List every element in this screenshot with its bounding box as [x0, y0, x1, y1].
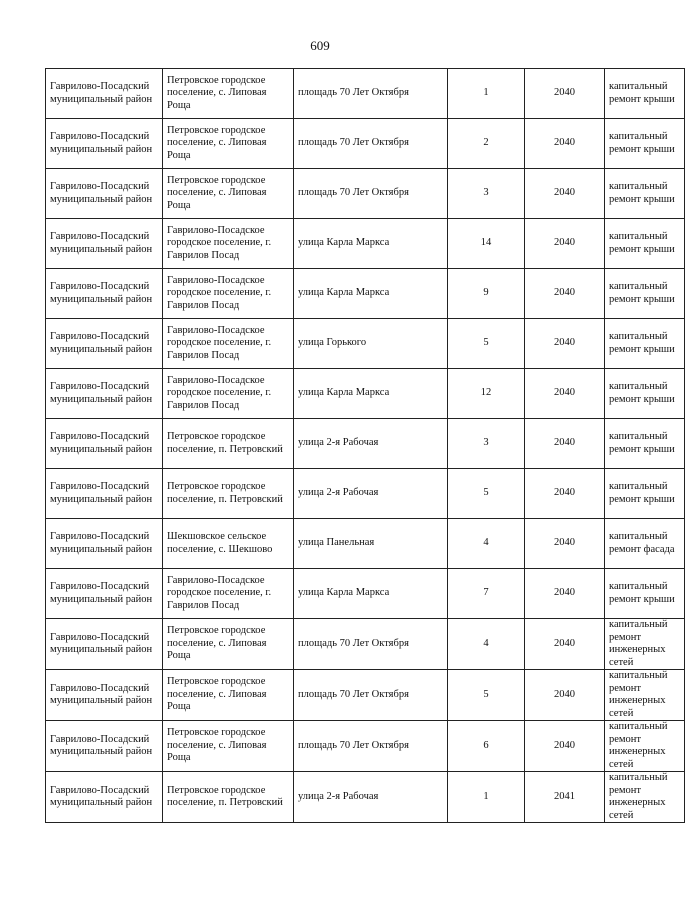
table-row	[46, 721, 685, 772]
settlement-cell: Гаврилово-Посадское городское поселение, г. Гаврилов Посад	[163, 369, 294, 419]
house-number-cell: 5	[448, 319, 525, 369]
house-number-cell: 9	[448, 269, 525, 319]
table-row	[46, 569, 685, 619]
house-number-cell: 2	[448, 119, 525, 169]
work-type-cell: капитальный ремонт инженерных сетей	[605, 721, 685, 772]
street-cell: улица Карла Маркса	[294, 269, 448, 319]
table-row	[46, 419, 685, 469]
work-type-cell: капитальный ремонт крыши	[605, 219, 685, 269]
district-cell: Гаврилово-Посадский муниципальный район	[46, 69, 163, 119]
year-cell: 2040	[525, 369, 605, 419]
work-type-cell: капитальный ремонт крыши	[605, 119, 685, 169]
year-cell: 2040	[525, 119, 605, 169]
year-cell: 2040	[525, 419, 605, 469]
house-number-cell: 7	[448, 569, 525, 619]
table-row	[46, 169, 685, 219]
settlement-cell: Петровское городское поселение, с. Липовая Роща	[163, 169, 294, 219]
table-row	[46, 119, 685, 169]
street-cell: улица 2-я Рабочая	[294, 419, 448, 469]
settlement-cell: Петровское городское поселение, с. Липовая Роща	[163, 69, 294, 119]
settlement-cell: Гаврилово-Посадское городское поселение, г. Гаврилов Посад	[163, 319, 294, 369]
work-type-cell: капитальный ремонт инженерных сетей	[605, 670, 685, 721]
work-type-cell: капитальный ремонт крыши	[605, 469, 685, 519]
repair-schedule-table	[45, 68, 685, 823]
work-type-cell: капитальный ремонт крыши	[605, 269, 685, 319]
house-number-cell: 5	[448, 670, 525, 721]
street-cell: улица Карла Маркса	[294, 219, 448, 269]
year-cell: 2040	[525, 519, 605, 569]
street-cell: площадь 70 Лет Октября	[294, 721, 448, 772]
settlement-cell: Петровское городское поселение, п. Петровский	[163, 469, 294, 519]
district-cell: Гаврилово-Посадский муниципальный район	[46, 469, 163, 519]
street-cell: площадь 70 Лет Октября	[294, 670, 448, 721]
house-number-cell: 5	[448, 469, 525, 519]
table-row	[46, 670, 685, 721]
year-cell: 2041	[525, 772, 605, 823]
year-cell: 2040	[525, 269, 605, 319]
district-cell: Гаврилово-Посадский муниципальный район	[46, 369, 163, 419]
work-type-cell: капитальный ремонт крыши	[605, 169, 685, 219]
district-cell: Гаврилово-Посадский муниципальный район	[46, 419, 163, 469]
year-cell: 2040	[525, 319, 605, 369]
street-cell: улица 2-я Рабочая	[294, 469, 448, 519]
street-cell: улица Горького	[294, 319, 448, 369]
work-type-cell: капитальный ремонт крыши	[605, 569, 685, 619]
settlement-cell: Гаврилово-Посадское городское поселение, г. Гаврилов Посад	[163, 569, 294, 619]
table-row	[46, 369, 685, 419]
year-cell: 2040	[525, 69, 605, 119]
street-cell: улица 2-я Рабочая	[294, 772, 448, 823]
work-type-cell: капитальный ремонт инженерных сетей	[605, 772, 685, 823]
street-cell: улица Панельная	[294, 519, 448, 569]
work-type-cell: капитальный ремонт инженерных сетей	[605, 619, 685, 670]
settlement-cell: Петровское городское поселение, с. Липовая Роща	[163, 619, 294, 670]
house-number-cell: 3	[448, 419, 525, 469]
district-cell: Гаврилово-Посадский муниципальный район	[46, 670, 163, 721]
district-cell: Гаврилово-Посадский муниципальный район	[46, 519, 163, 569]
house-number-cell: 1	[448, 772, 525, 823]
year-cell: 2040	[525, 721, 605, 772]
street-cell: площадь 70 Лет Октября	[294, 119, 448, 169]
house-number-cell: 3	[448, 169, 525, 219]
year-cell: 2040	[525, 670, 605, 721]
street-cell: площадь 70 Лет Октября	[294, 169, 448, 219]
year-cell: 2040	[525, 619, 605, 670]
settlement-cell: Петровское городское поселение, с. Липовая Роща	[163, 721, 294, 772]
table-row	[46, 619, 685, 670]
settlement-cell: Гаврилово-Посадское городское поселение, г. Гаврилов Посад	[163, 219, 294, 269]
house-number-cell: 4	[448, 519, 525, 569]
work-type-cell: капитальный ремонт крыши	[605, 319, 685, 369]
house-number-cell: 14	[448, 219, 525, 269]
district-cell: Гаврилово-Посадский муниципальный район	[46, 219, 163, 269]
house-number-cell: 6	[448, 721, 525, 772]
year-cell: 2040	[525, 169, 605, 219]
district-cell: Гаврилово-Посадский муниципальный район	[46, 772, 163, 823]
house-number-cell: 1	[448, 69, 525, 119]
settlement-cell: Петровское городское поселение, п. Петровский	[163, 419, 294, 469]
district-cell: Гаврилово-Посадский муниципальный район	[46, 619, 163, 670]
settlement-cell: Петровское городское поселение, с. Липовая Роща	[163, 119, 294, 169]
work-type-cell: капитальный ремонт крыши	[605, 369, 685, 419]
table-body	[46, 69, 685, 823]
table-row	[46, 269, 685, 319]
settlement-cell: Петровское городское поселение, с. Липовая Роща	[163, 670, 294, 721]
year-cell: 2040	[525, 219, 605, 269]
work-type-cell: капитальный ремонт крыши	[605, 69, 685, 119]
street-cell: площадь 70 Лет Октября	[294, 69, 448, 119]
street-cell: улица Карла Маркса	[294, 569, 448, 619]
district-cell: Гаврилово-Посадский муниципальный район	[46, 269, 163, 319]
work-type-cell: капитальный ремонт фасада	[605, 519, 685, 569]
district-cell: Гаврилово-Посадский муниципальный район	[46, 169, 163, 219]
settlement-cell: Гаврилово-Посадское городское поселение, г. Гаврилов Посад	[163, 269, 294, 319]
table-row	[46, 319, 685, 369]
table-row	[46, 469, 685, 519]
year-cell: 2040	[525, 469, 605, 519]
district-cell: Гаврилово-Посадский муниципальный район	[46, 721, 163, 772]
table-row	[46, 519, 685, 569]
table-row	[46, 219, 685, 269]
table-row	[46, 69, 685, 119]
house-number-cell: 12	[448, 369, 525, 419]
street-cell: улица Карла Маркса	[294, 369, 448, 419]
settlement-cell: Шекшовское сельское поселение, с. Шекшово	[163, 519, 294, 569]
work-type-cell: капитальный ремонт крыши	[605, 419, 685, 469]
district-cell: Гаврилово-Посадский муниципальный район	[46, 119, 163, 169]
district-cell: Гаврилово-Посадский муниципальный район	[46, 569, 163, 619]
page-number: 609	[310, 38, 330, 53]
district-cell: Гаврилово-Посадский муниципальный район	[46, 319, 163, 369]
house-number-cell: 4	[448, 619, 525, 670]
settlement-cell: Петровское городское поселение, п. Петровский	[163, 772, 294, 823]
street-cell: площадь 70 Лет Октября	[294, 619, 448, 670]
table-row	[46, 772, 685, 823]
year-cell: 2040	[525, 569, 605, 619]
